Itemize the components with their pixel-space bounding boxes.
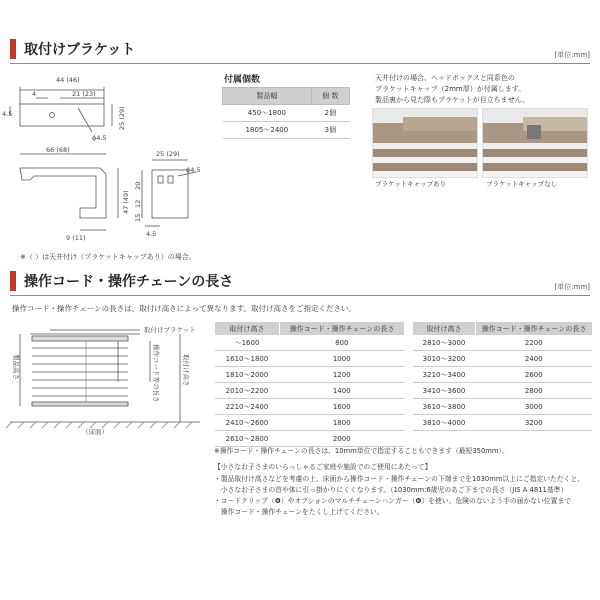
- dim-66: 66 (68): [46, 146, 70, 154]
- table-row: [215, 415, 405, 431]
- photo-without-cap: [482, 108, 588, 178]
- table-row: [223, 105, 350, 122]
- table-row: [215, 383, 405, 399]
- table-note: ※操作コード・操作チェーンの長さは、10mm単位で指定することもできます（最短350mm）。: [214, 447, 509, 455]
- table-row: [215, 399, 405, 415]
- section-title: 取付けブラケット: [24, 42, 136, 58]
- dim-phi-b: ϕ4.5: [186, 166, 201, 174]
- bracket-drawing: [0, 68, 215, 248]
- label-product-height: 製品高さ: [12, 354, 20, 380]
- table-cell: 2410～2600: [215, 415, 280, 431]
- table-cell: 3810～4000: [413, 415, 476, 431]
- table-cell: 1610～1800: [215, 351, 280, 367]
- dim-12: 12: [134, 199, 142, 208]
- table-cell: 1400: [280, 383, 405, 399]
- table-cell: 1800: [280, 415, 405, 431]
- table-cell: 1600: [280, 399, 405, 415]
- table-row: [413, 415, 593, 431]
- dim-phi: ϕ4.5: [92, 134, 107, 142]
- section-header-bracket: [10, 36, 590, 64]
- dim-4-5b: 4.5: [146, 230, 157, 238]
- table-cell: 2600: [476, 367, 593, 383]
- table-cell: 1000: [280, 351, 405, 367]
- table-row: [413, 399, 593, 415]
- table-cell: 2200: [476, 335, 593, 351]
- table-row: [413, 383, 593, 399]
- table-row: [413, 335, 593, 351]
- table-cell: 3010～3200: [413, 351, 476, 367]
- table-cell: 450～1800: [223, 105, 312, 122]
- table-header: 取付け高さ: [215, 322, 280, 335]
- table-cell: 3000: [476, 399, 593, 415]
- ceiling-note-3: 製品裏から見た際もブラケットが目立ちません。: [375, 96, 530, 104]
- table-row: [413, 351, 593, 367]
- safety-line: ・コードクリップ（❻）やオプションのマルチチェーンハンガー（❻）を使い、危険のないよう手の届かない位置まで: [214, 497, 571, 505]
- table-cell: 2210～2400: [215, 399, 280, 415]
- dim-15: 15: [134, 213, 142, 222]
- label-mount-height: 取付け高さ: [182, 354, 190, 387]
- safety-line: 小さなお子さまの首や体に引っ掛かりにくくなります。（1030mm:6歳児のあご下までの長さ（JIS A 4811基準）: [214, 486, 568, 494]
- dim-25: 25 (29): [118, 106, 126, 130]
- section-title: 操作コード・操作チェーンの長さ: [24, 274, 234, 290]
- table-cell: 2個: [311, 105, 349, 122]
- table-body: [413, 335, 593, 431]
- table-row: [215, 335, 405, 351]
- dim-21: 21 (23): [72, 90, 96, 98]
- table-cell: 1805～2400: [223, 122, 312, 139]
- cord-length-table-left: [214, 322, 404, 447]
- blind-with-cap-illustration: [373, 109, 477, 177]
- dim-9: 9 (11): [66, 234, 86, 242]
- table-cell: 800: [280, 335, 405, 351]
- safety-line: ・製品取付け高さなどを考慮の上、床面から操作コード・操作チェーンの下端までを1030mm以上にご指定いただくと、: [214, 475, 585, 483]
- divider: [10, 295, 590, 296]
- table-header: 取付け高さ: [413, 322, 476, 335]
- bracket-note: ※（ ）は天井付け（ブラケットキャップあり）の場合。: [20, 253, 196, 261]
- table-cell: 1200: [280, 367, 405, 383]
- table-header: 個 数: [311, 88, 349, 105]
- table-row: [215, 351, 405, 367]
- photo-caption-with-cap: ブラケットキャップあり: [375, 180, 447, 188]
- table-cell: 2400: [476, 351, 593, 367]
- table-body: [215, 335, 405, 447]
- label-floor: （床面）: [82, 428, 108, 436]
- table-cell: 2000: [280, 431, 405, 447]
- table-cell: 3210～3400: [413, 367, 476, 383]
- unit-label: [単位:mm]: [554, 283, 590, 291]
- table-row: [223, 122, 350, 139]
- table-cell: 2610～2800: [215, 431, 280, 447]
- photo-with-cap: [372, 108, 478, 178]
- section-header-cord-length: [10, 268, 590, 296]
- safety-heading: 【小さなお子さまのいらっしゃるご家庭や施設でのご使用にあたって】: [214, 463, 432, 471]
- ceiling-note-2: ブラケットキャップ（2mm厚）が付属します。: [375, 85, 526, 93]
- cord-length-table-right: [412, 322, 592, 431]
- table-cell: 3610～3800: [413, 399, 476, 415]
- table-header: 操作コード・操作チェーンの長さ: [476, 322, 593, 335]
- divider: [10, 63, 590, 64]
- photo-caption-without-cap: ブラケットキャップなし: [486, 180, 558, 188]
- ceiling-note-1: 天井付けの場合、ヘッドボックスと同系色の: [375, 74, 515, 82]
- dim-20: 20: [134, 181, 142, 190]
- blind-without-cap-illustration: [483, 109, 587, 177]
- table-cell: ～1600: [215, 335, 280, 351]
- safety-line: 操作コード・操作チェーンをたくし上げてください。: [214, 508, 384, 516]
- section-marker: [10, 271, 16, 291]
- cord-length-diagram: [0, 318, 205, 438]
- table-header: 製品幅: [223, 88, 312, 105]
- table-row: [413, 367, 593, 383]
- table-cell: 1810～2000: [215, 367, 280, 383]
- dim-25b: 25 (29): [156, 150, 180, 158]
- table-header: 操作コード・操作チェーンの長さ: [280, 322, 405, 335]
- table-cell: 2010～2200: [215, 383, 280, 399]
- dim-44: 44 (46): [56, 76, 80, 84]
- cord-intro: 操作コード・操作チェーンの長さは、取付け高さによって異なります。取付け高さをご指定ください。: [12, 304, 357, 313]
- accessories-table: [222, 87, 350, 139]
- table-cell: 2800: [476, 383, 593, 399]
- table-cell: 3200: [476, 415, 593, 431]
- table-row: [215, 367, 405, 383]
- dim-4-5: 4.5: [2, 110, 13, 118]
- dim-4: 4: [32, 90, 37, 98]
- label-cord-length: 操作コード等の長さ: [152, 344, 160, 403]
- section-marker: [10, 39, 16, 59]
- label-bracket: 取付けブラケット: [144, 326, 196, 334]
- accessories-title: 付属個数: [224, 75, 261, 85]
- table-cell: 2810～3000: [413, 335, 476, 351]
- table-cell: 3410～3600: [413, 383, 476, 399]
- table-cell: 3個: [311, 122, 349, 139]
- unit-label: [単位:mm]: [554, 51, 590, 59]
- dim-47: 47 (49): [122, 190, 130, 214]
